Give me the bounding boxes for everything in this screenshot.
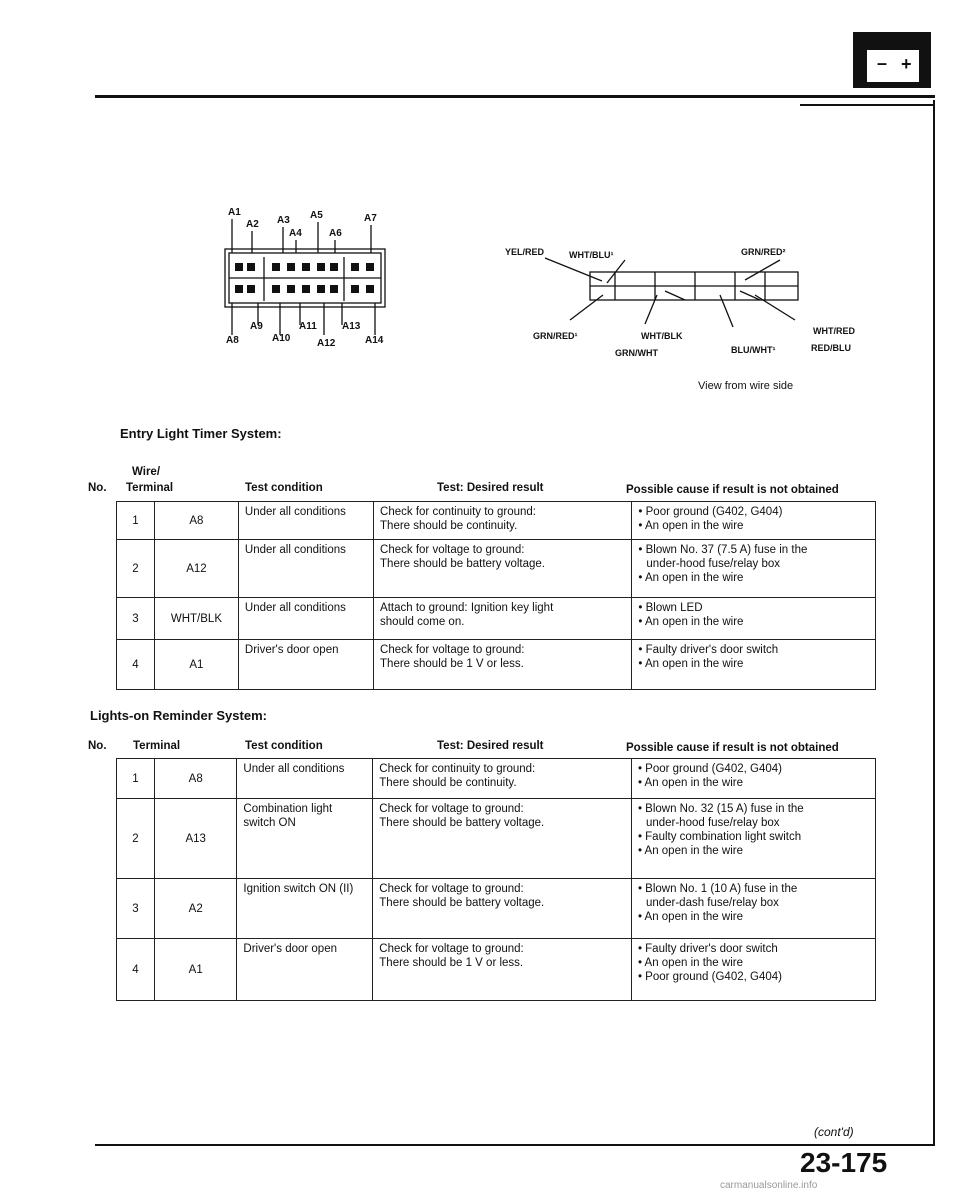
row-condition: Driver's door open [238,640,373,690]
row-no: 2 [117,540,155,598]
view-note: View from wire side [698,380,794,392]
row-cause: • Blown No. 1 (10 A) fuse in the under-dash fuse/relay box • An open in the wire [631,879,875,939]
continued-note: (cont'd) [814,1125,854,1139]
wire-color-label: GRN/WHT [615,348,658,358]
table-row [117,799,876,879]
col-header-cause: Possible cause if result is not obtained [626,742,839,754]
table-row [117,502,876,540]
col-header-cause: Possible cause if result is not obtained [626,484,839,496]
pin-label: A10 [272,333,291,344]
row-test: Check for voltage to ground: There should be 1 V or less. [373,939,632,1001]
battery-icon: – + [853,32,931,88]
row-condition: Under all conditions [238,502,373,540]
pin-label: A8 [226,335,239,346]
row-condition: Driver's door open [237,939,373,1001]
pin-label: A4 [289,228,302,239]
row-no: 1 [117,759,155,799]
pin-label: A5 [310,210,323,221]
row-terminal: WHT/BLK [154,598,238,640]
header-rule [95,95,935,98]
connector-face-diagram [220,205,390,355]
pin-label: A14 [365,335,384,346]
lights-section-title: Lights-on Reminder System: [90,708,267,723]
row-condition: Ignition switch ON (II) [237,879,373,939]
wire-color-label: WHT/BLU¹ [569,250,614,260]
page-number: 23-175 [800,1147,888,1178]
row-test: Check for continuity to ground: There should be continuity. [373,759,632,799]
table-row [117,598,876,640]
pin-label: A3 [277,215,290,226]
col-header-condition: Test condition [245,482,323,494]
wire-color-label: BLU/WHT¹ [731,345,776,355]
pin-label: A13 [342,321,361,332]
row-condition: Under all conditions [238,598,373,640]
col-header-test: Test: Desired result [437,482,544,494]
col-header-no: No. [88,482,107,494]
row-test: Check for voltage to ground: There should be battery voltage. [374,540,632,598]
col-header-terminal: Terminal [126,482,174,494]
pin-label: A2 [246,219,259,230]
table-row [117,939,876,1001]
pin-label: A11 [299,321,317,332]
col-header-terminal: Terminal [133,740,181,752]
row-test: Check for voltage to ground: There should be battery voltage. [373,879,632,939]
wire-color-label: RED/BLU [811,343,851,353]
row-test: Check for voltage to ground: There should be 1 V or less. [374,640,632,690]
row-cause: • Blown No. 37 (7.5 A) fuse in the under-hood fuse/relay box • An open in the wire [632,540,876,598]
table-row [117,540,876,598]
wire-color-label: WHT/BLK [641,331,683,341]
page-side-rule [933,100,935,1145]
row-cause: • Faulty driver's door switch • An open in the wire [632,640,876,690]
table-row [117,759,876,799]
row-cause: • Poor ground (G402, G404) • An open in the wire [632,502,876,540]
row-terminal: A1 [154,640,238,690]
wire-color-label: GRN/RED¹ [533,331,578,341]
entry-section-title: Entry Light Timer System: [120,426,282,441]
row-test: Check for continuity to ground: There should be continuity. [374,502,632,540]
row-condition: Under all conditions [238,540,373,598]
lights-test-table [116,758,876,1001]
row-no: 1 [117,502,155,540]
row-terminal: A1 [155,939,237,1001]
row-no: 3 [117,598,155,640]
row-terminal: A8 [154,502,238,540]
row-cause: • Poor ground (G402, G404) • An open in the wire [631,759,875,799]
row-condition: Under all conditions [237,759,373,799]
col-header-test: Test: Desired result [437,740,544,752]
row-terminal: A12 [154,540,238,598]
table-row [117,879,876,939]
row-no: 3 [117,879,155,939]
row-terminal: A8 [155,759,237,799]
pin-label: A7 [364,213,377,224]
row-no: 4 [117,640,155,690]
connector-wire-side-diagram [505,225,865,365]
col-header-wire: Wire/ [132,466,161,478]
row-no: 2 [117,799,155,879]
watermark: carmanualsonline.info [720,1180,818,1191]
pin-label: A1 [228,207,241,218]
row-terminal: A13 [155,799,237,879]
header-rule-short [800,104,935,106]
wire-color-label: GRN/RED² [741,247,786,257]
footer-rule [95,1144,935,1146]
wire-color-label: YEL/RED [505,247,545,257]
row-terminal: A2 [155,879,237,939]
row-test: Attach to ground: Ignition key light should come on. [374,598,632,640]
pin-label: A6 [329,228,342,239]
pin-label: A12 [317,338,336,349]
row-no: 4 [117,939,155,1001]
connector-outline [220,205,390,355]
pin-label: A9 [250,321,263,332]
row-condition: Combination light switch ON [237,799,373,879]
table-row [117,640,876,690]
col-header-no: No. [88,740,107,752]
col-header-condition: Test condition [245,740,323,752]
entry-test-table [116,501,876,690]
row-cause: • Blown No. 32 (15 A) fuse in the under-hood fuse/relay box • Faulty combination light switch • An open in the wire [631,799,875,879]
row-test: Check for voltage to ground: There should be battery voltage. [373,799,632,879]
wire-color-label: WHT/RED [813,326,855,336]
row-cause: • Blown LED • An open in the wire [632,598,876,640]
row-cause: • Faulty driver's door switch • An open in the wire • Poor ground (G402, G404) [631,939,875,1001]
